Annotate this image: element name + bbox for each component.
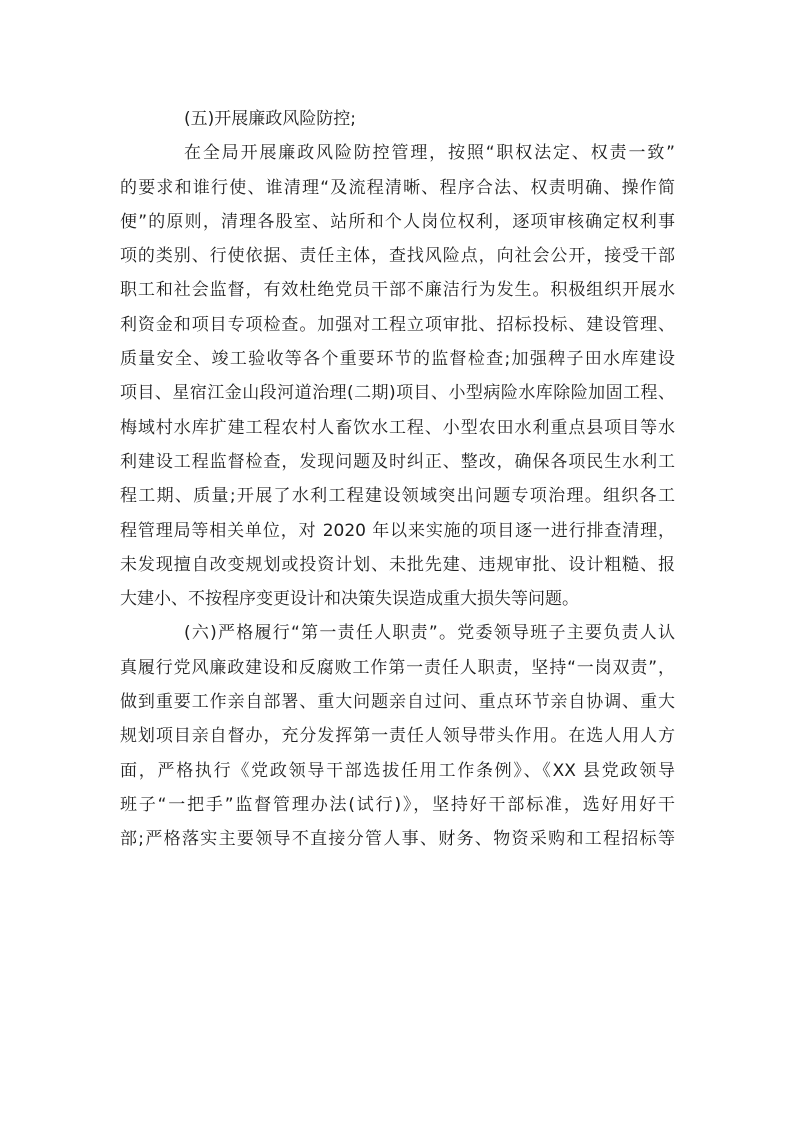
paragraph-line: 规划项目亲自督办，充分发挥第一责任人领导带头作用。在选人用人方 [120,726,675,747]
paragraph-line: 程工期、质量;开展了水利工程建设领域突出问题专项治理。组织各工 [120,486,675,507]
paragraph-line: 利建设工程监督检查，发现问题及时纠正、整改，确保各项民生水利工 [120,451,675,472]
paragraph-line: 职工和社会监督，有效杜绝党员干部不廉洁行为发生。积极组织开展水 [120,280,675,301]
paragraph-line: 利资金和项目专项检查。加强对工程立项审批、招标投标、建设管理、 [120,314,675,335]
paragraph-line: 项的类别、行使依据、责任主体，查找风险点，向社会公开，接受干部 [120,246,675,267]
document-body [120,102,675,857]
paragraph-line: 的要求和谁行使、谁清理“及流程清晰、程序合法、权责明确、操作简 [120,177,675,198]
paragraph-line: 未发现擅自改变规划或投资计划、未批先建、违规审批、设计粗糙、报 [120,554,675,575]
paragraph-line: 便”的原则，清理各股室、站所和个人岗位权利，逐项审核确定权利事 [120,211,675,232]
paragraph-line: 面，严格执行《党政领导干部选拔任用工作条例》、《XX 县党政领导 [120,760,675,781]
paragraph-line: 质量安全、竣工验收等各个重要环节的监督检查;加强稗子田水库建设 [120,349,675,370]
paragraph-line: 在全局开展廉政风险防控管理，按照“职权法定、权责一致” [184,143,675,164]
paragraph-line: 班子“一把手”监督管理办法(试行)》，坚持好干部标准，选好用好干 [120,794,675,815]
paragraph-line: 程管理局等相关单位，对 2020 年以来实施的项目逐一进行排查清理， [120,520,675,541]
paragraph-line: 部;严格落实主要领导不直接分管人事、财务、物资采购和工程招标等 [120,829,675,850]
section-heading-6: (六)严格履行“第一责任人职责”。党委领导班子主要负责人认 [184,623,675,644]
paragraph-line: 真履行党风廉政建设和反腐败工作第一责任人职责，坚持“一岗双责”， [120,657,675,678]
section-heading-5: (五)开展廉政风险防控; [184,109,356,129]
paragraph-line: 做到重要工作亲自部署、重大问题亲自过问、重点环节亲自协调、重大 [120,692,675,713]
paragraph-line: 大建小、不按程序变更设计和决策失误造成重大损失等问题。 [120,589,579,610]
paragraph-line: 项目、星宿江金山段河道治理(二期)项目、小型病险水库除险加固工程、 [120,383,675,404]
paragraph-line: 梅域村水库扩建工程农村人畜饮水工程、小型农田水利重点县项目等水 [120,417,675,438]
